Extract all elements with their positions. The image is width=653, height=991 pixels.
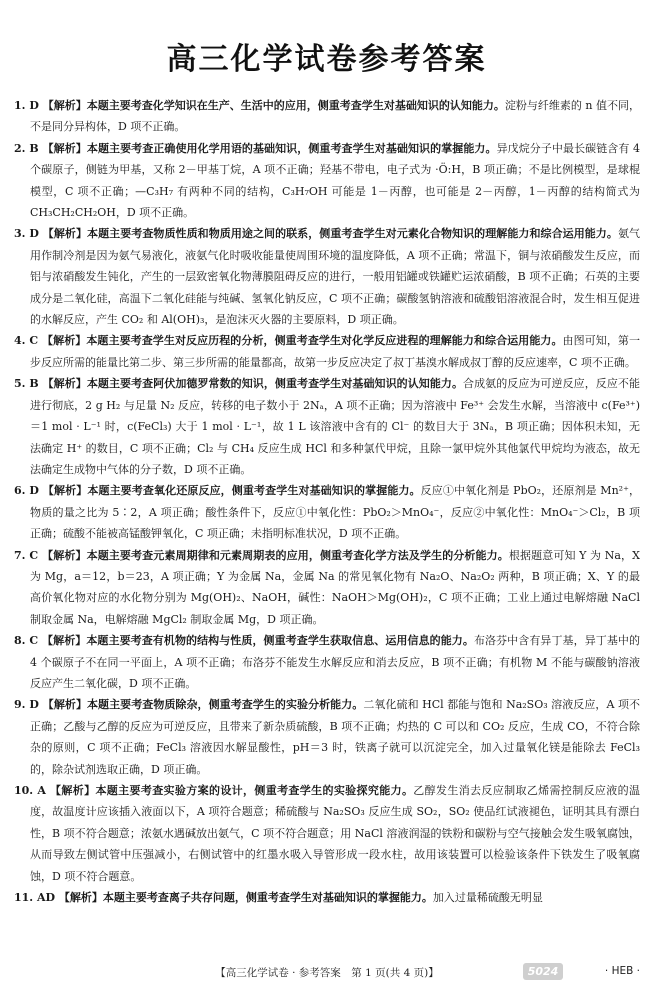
answer-item-5 xyxy=(14,373,640,480)
answer-6-body: 反应①中氧化剂是 PbO₂，还原剂是 Mn²⁺，物质的量之比为 5∶2，A 项正确；酸性条件下，反应①中氧化性：PbO₂＞MnO₄⁻，反应②中氧化性：MnO₄⁻＞Cl₂，B 项正确；硫酸不能被高锰酸钾氧化，C 项正确；未指明标准状况，D 项不正确。 xyxy=(30,484,640,541)
answer-3-body: 氨气用作制冷剂是因为氨气易液化，液氨气化时吸收能量使周围环境的温度降低，A 项不正确；常温下，铜与浓硝酸发生反应，而铝与浓硝酸发生钝化，产生的一层致密氧化物薄膜阻碍反应的进行，一般用铝罐或铁罐贮运浓硝酸，B 项不正确；石英的主要成分是二氧化硅，高温下二氧化硅能与纯碱、氢氧化钠反应，C 项不正确；碳酸氢钠溶液和硫酸铝溶液混合时，发生相互促进的水解反应，产生 CO₂ 和 Al(OH)₃，是泡沫灭火器的主要原料，D 项正确。 xyxy=(30,227,640,327)
answer-item-11 xyxy=(14,887,640,908)
answer-10-body: 乙醇发生消去反应制取乙烯需控制反应液的温度，故温度计应该插入液面以下，A 项符合题意；稀硫酸与 Na₂SO₃ 反应生成 SO₂，SO₂ 使品红试液褪色，证明其具有漂白性，B 项不符合题意；浓氨水遇碱放出氨气，C 项不符合题意；用 NaCl 溶液润湿的铁粉和碳粉与空气接触会发生吸氧腐蚀，从而导致左侧试管中压强减小，右侧试管中的红墨水吸入导管形成一段水柱，故用该装置可以检验该条件下铁发生了吸氧腐蚀，D 项不符合题意。 xyxy=(30,784,640,883)
answer-7-label: 7. C 【解析】本题主要考查元素周期律和元素周期表的应用，侧重考查化学方法及学生的分析能力。 xyxy=(14,548,509,562)
answer-5-body: 合成氨的反应为可逆反应，反应不能进行彻底，2 g H₂ 与足量 N₂ 反应，转移的电子数小于 2Nₐ，A 项不正确；因为溶液中 Fe³⁺ 会发生水解，当溶液中 c(Fe³⁺)＝1 mol · L⁻¹ 时，c(FeCl₃) 大于 1 mol · L⁻¹，故 1 L 该溶液中含有的 Cl⁻ 的数目大于 3Nₐ，B 项正确；因体积未知，无法确定 H⁺ 的数目，C 项不正确；Cl₂ 与 CH₄ 反应生成 HCl 和多种氯代甲烷，且除一氯甲烷外其他氯代甲烷均为液态，故无法确定生成物中气体的分子数，D 项不正确。 xyxy=(30,377,641,476)
answer-11-body: 加入过量稀硫酸无明显 xyxy=(432,891,543,905)
answer-2-label: 2. B 【解析】本题主要考查正确使用化学用语的基础知识，侧重考查学生对基础知识的掌握能力。 xyxy=(14,141,497,155)
answer-1-body: 淀粉与纤维素的 n 值不同，不是同分异构体，D 项不正确。 xyxy=(30,99,641,134)
answer-5-label: 5. B 【解析】本题主要考查阿伏加德罗常数的知识，侧重考查学生对基础知识的认知能力。 xyxy=(14,377,464,391)
answer-4-label: 4. C 【解析】本题主要考查学生对反应历程的分析，侧重考查学生对化学反应进程的理解能力和综合运用能力。 xyxy=(14,334,563,348)
answer-item-8 xyxy=(14,630,640,694)
answer-item-1 xyxy=(14,95,640,138)
answer-item-4 xyxy=(14,330,640,373)
answer-item-7 xyxy=(14,545,640,631)
footer-code: · HEB · xyxy=(604,965,640,977)
answer-6-label: 6. D 【解析】本题主要考查氧化还原反应，侧重考查学生对基础知识的掌握能力。 xyxy=(14,484,421,498)
answer-item-9 xyxy=(14,694,640,780)
answer-8-label: 8. C 【解析】本题主要考查有机物的结构与性质，侧重考查学生获取信息、运用信息的能力。 xyxy=(14,634,474,648)
answer-item-6 xyxy=(14,480,640,544)
answer-3-label: 3. D 【解析】本题主要考查物质性质和物质用途之间的联系，侧重考查学生对元素化合物知识的理解能力和综合运用能力。 xyxy=(14,227,618,241)
page-title: 高三化学试卷参考答案 xyxy=(166,42,487,77)
footer-page-info: 【高三化学试卷 · 参考答案 第 1 页(共 4 页)】 xyxy=(215,967,439,979)
answer-1-label: 1. D 【解析】本题主要考查化学知识在生产、生活中的应用，侧重考查学生对基础知识的认知能力。 xyxy=(14,99,505,112)
answer-item-3 xyxy=(14,223,640,330)
answer-9-label: 9. D 【解析】本题主要考查物质除杂，侧重考查学生的实验分析能力。 xyxy=(14,698,364,712)
answer-item-10 xyxy=(14,780,640,887)
footer-stamp: 5024 xyxy=(523,963,563,980)
answer-7-body: 根据题意可知 Y 为 Na，X 为 Mg，a＝12，b＝23，A 项正确；Y 为金属 Na，金属 Na 的常见氧化物有 Na₂O、Na₂O₂ 两种，B 项正确；X、Y 的最高价氧化物对应的水化物分别为 Mg(OH)₂、NaOH，碱性：NaOH＞Mg(OH)₂，C 项不正确；工业上通过电解熔融 NaCl 制取金属 Na，电解熔融 MgCl₂ 制取金属 Mg，D 项正确。 xyxy=(30,548,640,626)
answer-list xyxy=(14,95,640,908)
answer-10-label: 10. A 【解析】本题主要考查实验方案的设计，侧重考查学生的实验探究能力。 xyxy=(14,784,414,797)
answer-9-body: 二氧化硫和 HCl 都能与饱和 Na₂SO₃ 溶液反应，A 项不正确；乙酸与乙醇的反应为可逆反应，且带来了新杂质硫酸，B 项不正确；灼热的 C 可以和 CO₂ 反应，生成 CO，不符合除杂的原则，C 项不正确；FeCl₃ 溶液因水解显酸性，pH＝3 时，铁离子就可以沉淀完全，加入过量氧化镁是能除去 FeCl₃ 的，除杂试剂选取正确，D 项正确。 xyxy=(30,698,640,776)
answer-4-body: 由图可知，第一步反应所需的能量比第二步、第三步所需的能量都高，故第一步反应决定了叔丁基溴水解成叔丁醇的反应速率，C 项不正确。 xyxy=(30,334,640,369)
answer-2-body: 异戊烷分子中最长碳链含有 4 个碳原子，侧链为甲基，又称 2－甲基丁烷，A 项不正确；羟基不带电，电子式为 ·Ö:H，B 项正确；不是比例模型，是球棍模型，C 项不正确；—C₃H₇ 有两种不同的结构，C₃H₇OH 可能是 1－丙醇，也可能是 2－丙醇，1－丙醇的结构简式为 CH₃CH₂CH₂OH，D 项不正确。 xyxy=(30,141,640,220)
answer-8-body: 布洛芬中含有异丁基，异丁基中的 4 个碳原子不在同一平面上，A 项不正确；布洛芬不能发生水解反应和消去反应，B 项不正确；有机物 M 不能与碳酸钠溶液反应产生二氧化碳，D 项不正确。 xyxy=(30,634,640,690)
answer-11-label: 11. AD 【解析】本题主要考查离子共存问题，侧重考查学生对基础知识的掌握能力。 xyxy=(14,891,433,905)
page-footer xyxy=(14,963,640,981)
answer-item-2 xyxy=(14,138,640,224)
